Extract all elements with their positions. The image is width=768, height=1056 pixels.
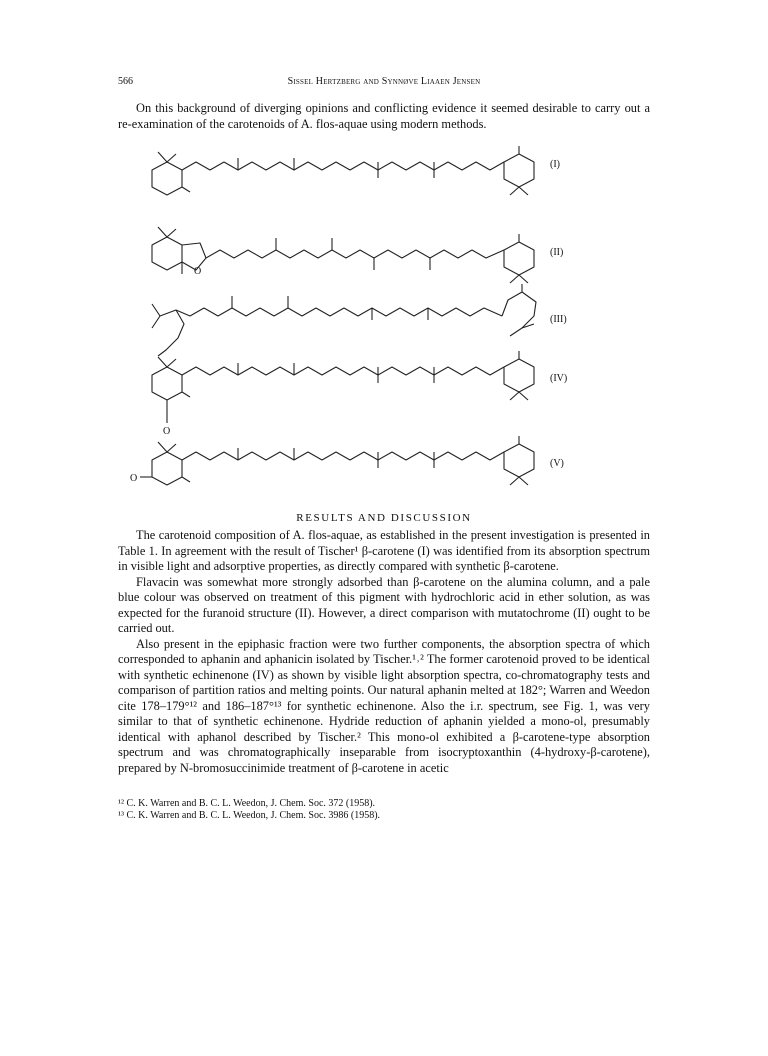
structure-label-iv: (IV) [550, 373, 568, 384]
atom-label-keto-iv: O [163, 426, 171, 437]
paragraph-flavacin: Flavacin was somewhat more strongly adsorbed than β-carotene on the alumina column, and a pale blue colour was observed on treatment of this pigment with hydrochloric acid in ether solution, as was expected for the furanoid structure (II). However, a direct comparison with mutatochrome (II) ought to be carried out. [118, 574, 650, 635]
footnote-12: ¹² C. K. Warren and B. C. L. Weedon, J. Chem. Soc. 372 (1958). [118, 798, 376, 809]
structure-i [152, 146, 534, 195]
structure-label-iii: (III) [550, 314, 567, 325]
intro-paragraph: On this background of diverging opinions and conflicting evidence it seemed desirable to carry out a re-examination of the carotenoids of A. flos-aquae using modern methods. [118, 101, 650, 131]
structure-label-ii: (II) [550, 247, 564, 258]
footnote-13: ¹³ C. K. Warren and B. C. L. Weedon, J. Chem. Soc. 3986 (1958). [118, 810, 381, 821]
running-head: Sissel Hertzberg and Synnøve Liaaen Jensen [287, 76, 481, 87]
structure-label-v: (V) [550, 458, 564, 469]
carotenoid-structures [130, 140, 600, 510]
atom-label-keto-v: O [130, 473, 138, 484]
body-text [118, 528, 650, 776]
structure-iv [152, 351, 534, 423]
structure-ii [152, 227, 534, 283]
paragraph-aphanin: Also present in the epiphasic fraction were two further components, the absorption spectra of which corresponded to aphanin and aphanicin isolated by Tischer.¹˒² The former carotenoid proved to be identical with synthetic echinenone (IV) as shown by visible light absorption spectra, co-chromatography tests and comparison of partition ratios and melting points. Our natural aphanin melted at 182°; Warren and Weedon cite 178–179°¹² and 186–187°¹³ for synthetic echinenone. Also the i.r. spectrum, see Fig. 1, was very similar to that of synthetic echinenone. Hydride reduction of aphanin yielded a mono-ol, presumably identical with aphanol described by Tischer.² This mono-ol exhibited a β-carotene-type absorption spectrum and was chromatographically inseparable from isocryptoxanthin (4-hydroxy-β-carotene), prepared by N-bromosuccinimide treatment of β-carotene in acetic [118, 636, 650, 775]
section-heading: RESULTS AND DISCUSSION [296, 512, 472, 524]
footnotes [118, 798, 650, 822]
structure-v [140, 436, 534, 485]
paragraph-beta-carotene: The carotenoid composition of A. flos-aquae, as established in the present investigation is presented in Table 1. In agreement with the result of Tischer¹ β-carotene (I) was identified from its absorption spectrum in visible light and adsorptive properties, as directly compared with synthetic β-carotene. [118, 528, 650, 573]
page-number: 566 [118, 76, 133, 87]
page-header [118, 76, 650, 90]
structure-iii [152, 284, 536, 356]
atom-label-furan-o: O [194, 266, 202, 277]
structure-figure [130, 140, 600, 510]
structure-label-i: (I) [550, 159, 560, 170]
